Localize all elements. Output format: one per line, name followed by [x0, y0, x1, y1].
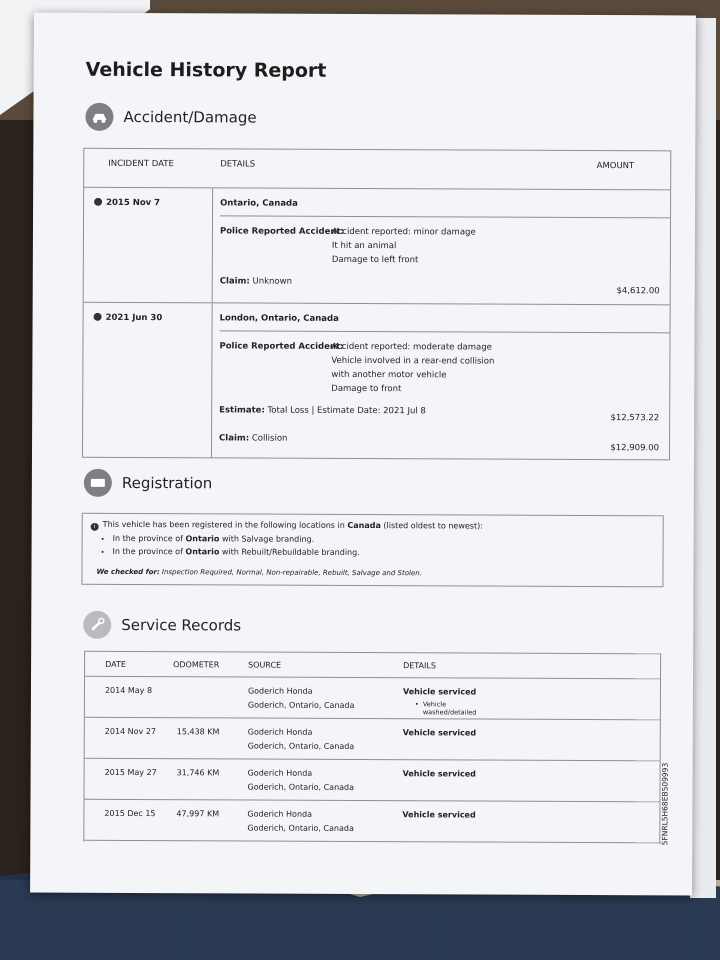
accident-table-header: [84, 149, 670, 191]
bullet-icon: [94, 313, 102, 321]
service-details: Vehicle serviced: [402, 810, 476, 820]
service-details: Vehicle serviced: [402, 728, 477, 738]
police-line: Vehicle involved in a rear-end collision: [331, 355, 495, 367]
incident-location: Ontario, Canada: [220, 188, 670, 218]
service-table-header: [85, 652, 660, 680]
checked-for: We checked for: Inspection Required, Normal, Non-repairable, Rebuilt, Salvage and Stolen.: [96, 567, 422, 578]
police-line: with another motor vehicle: [331, 369, 447, 381]
service-row: [85, 677, 660, 721]
registration-note: i This vehicle has been registered in the following locations in Canada (listed oldest to newest):: [91, 520, 483, 533]
service-source-location: Goderich, Ontario, Canada: [247, 782, 355, 792]
registration-section-header: [84, 469, 213, 498]
service-date: 2015 May 27: [104, 767, 157, 778]
service-row: [84, 800, 659, 844]
registration-item: • In the province of Ontario with Salvage branding.: [113, 534, 360, 544]
service-row: [84, 759, 659, 803]
service-row: [85, 718, 660, 762]
vin-number: 5FNRL5H68EB509993: [660, 762, 670, 846]
service-subdetail: • Vehicle washed/detailed: [414, 700, 477, 717]
service-source: Goderich Honda: [247, 686, 313, 696]
service-section-header: [83, 611, 241, 640]
service-source: Goderich Honda: [247, 768, 313, 778]
police-line: It hit an animal: [331, 240, 397, 252]
estimate-amount: $12,573.22: [610, 413, 660, 424]
report-title: Vehicle History Report: [85, 58, 327, 82]
claim: Claim: Unknown: [219, 276, 293, 287]
incident-date: 2021 Jun 30: [94, 313, 163, 323]
police-line: Accident reported: minor damage: [331, 226, 476, 238]
license-plate-icon: [84, 469, 112, 497]
service-date: 2015 Dec 15: [104, 808, 156, 819]
service-source-location: Goderich, Ontario, Canada: [247, 700, 355, 710]
estimate: Estimate: Total Loss | Estimate Date: 2021 Jul 8: [219, 405, 426, 417]
service-date: 2014 Nov 27: [104, 726, 157, 737]
bullet-icon: [94, 198, 102, 206]
header-details: DETAILS: [220, 159, 256, 170]
claim-amount: $12,909.00: [610, 443, 660, 454]
incident-date: 2015 Nov 7: [94, 198, 160, 208]
police-line: Damage to front: [331, 383, 402, 395]
service-source: Goderich Honda: [247, 727, 313, 737]
service-odometer: 47,997 KM: [176, 809, 220, 819]
header-date: DATE: [105, 659, 126, 669]
header-amount: AMOUNT: [596, 161, 635, 172]
crash-car-icon: [85, 103, 113, 131]
header-odometer: ODOMETER: [173, 660, 220, 670]
service-odometer: 31,746 KM: [176, 768, 220, 778]
service-details: Vehicle serviced: [402, 687, 477, 697]
service-date: 2014 May 8: [104, 685, 153, 696]
service-table: [83, 651, 661, 845]
header-source: SOURCE: [248, 660, 282, 670]
police-report: Police Reported Accident:: [219, 341, 344, 352]
service-source-location: Goderich, Ontario, Canada: [247, 823, 354, 833]
registration-section-title: Registration: [121, 473, 213, 493]
registration-box: [81, 513, 663, 588]
claim-amount: $4,612.00: [616, 286, 660, 297]
service-source-location: Goderich, Ontario, Canada: [247, 741, 355, 751]
report-page: [30, 13, 696, 896]
wrench-icon: [83, 611, 111, 639]
incident-row: [83, 303, 670, 460]
claim: Claim: Collision: [219, 433, 288, 444]
incident-location: London, Ontario, Canada: [220, 303, 670, 333]
service-section-title: Service Records: [121, 615, 242, 635]
header-details: DETAILS: [403, 661, 436, 671]
police-report: Police Reported Accident:: [219, 226, 344, 237]
service-source: Goderich Honda: [247, 809, 313, 819]
registration-list: [101, 534, 360, 561]
registration-item: • In the province of Ontario with Rebuilt/Rebuildable branding.: [113, 547, 360, 557]
service-odometer: 15,438 KM: [176, 727, 220, 737]
incident-row: [84, 188, 670, 306]
police-line: Accident reported: moderate damage: [331, 341, 492, 353]
accident-table: [82, 148, 671, 461]
header-incident-date: INCIDENT DATE: [108, 158, 174, 170]
info-icon: i: [91, 523, 99, 531]
accident-section-header: [85, 103, 256, 132]
service-details: Vehicle serviced: [402, 769, 476, 779]
accident-section-title: Accident/Damage: [123, 107, 257, 127]
police-line: Damage to left front: [331, 254, 419, 266]
